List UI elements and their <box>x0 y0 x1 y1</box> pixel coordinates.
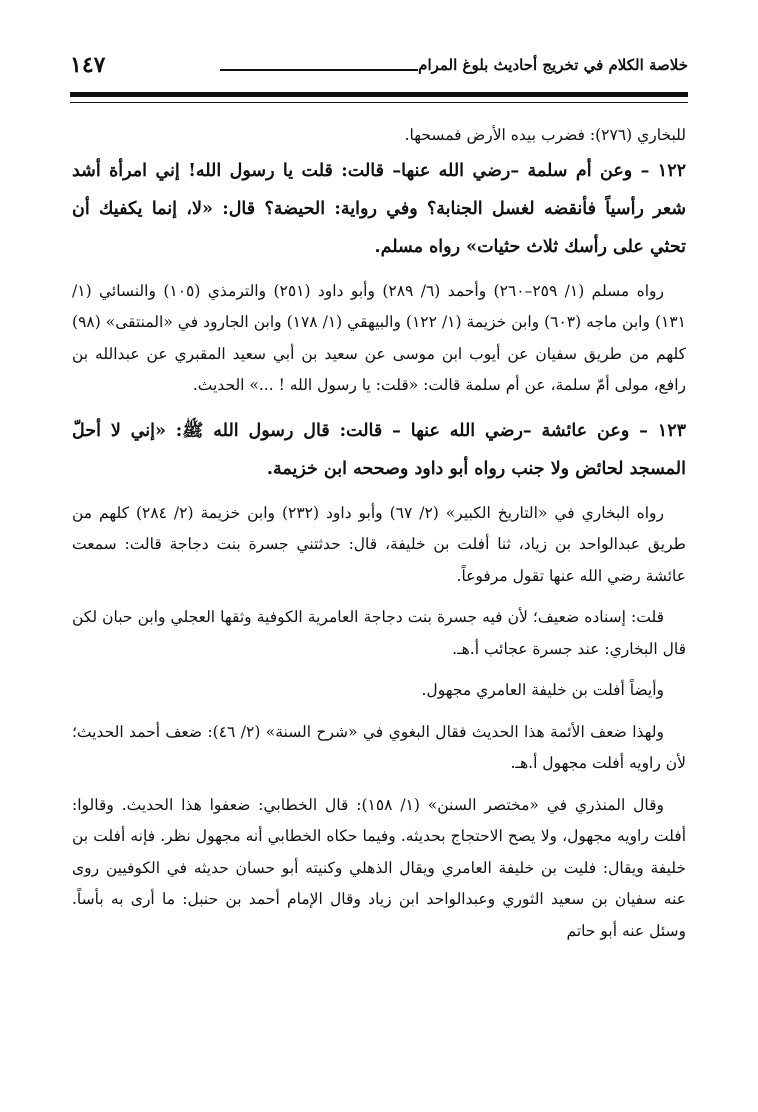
commentary-paragraph: وأيضاً أفلت بن خليفة العامري مجهول. <box>421 681 664 699</box>
book-title: خلاصة الكلام في تخريج أحاديث بلوغ المرام <box>418 56 688 74</box>
header-rule-thin <box>70 102 688 103</box>
commentary-paragraph: وقال المنذري في «مختصر السنن» (١/ ١٥٨): قال الخطابي: ضعفوا هذا الحديث. وقالوا: أفلت راويه مجهول، ولا يصح الاحتجاج بحديثه. وفيما حكاه الخطابي أنه مجهول نظر. فإنه أفلت بن خليفة ويقال: فليت بن خليفة العامري ويقال الذهلي وكنيته أبو حسان حديثه في الكوفيين روى عنه سفيان بن سعيد الثوري وعبدالواحد ابن زياد وقال الإمام أحمد بن حنبل: ما أرى به بأساً. وسئل عنه أبو حاتم <box>72 795 686 940</box>
header-rule-thick <box>70 92 688 97</box>
commentary-paragraph: ولهذا ضعف الأئمة هذا الحديث فقال البغوي في «شرح السنة» (٢/ ٤٦): ضعف أحمد الحديث؛ لأن راويه أفلت مجهول أ.هـ. <box>72 722 686 772</box>
running-header <box>70 52 688 84</box>
hadith-123: ١٢٣ – وعن عائشة –رضي الله عنها – قالت: قال رسول الله ﷺ: «إني لا أحلّ المسجد لحائض ولا جنب رواه أبو داود وصححه ابن خزيمة. <box>72 420 686 479</box>
takhrij-paragraph: رواه مسلم (١/ ٢٥٩–٢٦٠) وأحمد (٦/ ٢٨٩) وأبو داود (٢٥١) والترمذي (١٠٥) والنسائي (١/ ١٣١) وابن ماجه (٦٠٣) وابن خزيمة (١/ ١٢٢) والبيهقي (١/ ١٧٨) وابن الجارود في «المنتقى» (٩٨) كلهم من طريق سفيان عن أيوب ابن موسى عن سعيد بن أبي سعيد المقبري عن عبدالله بن رافع، مولى أمّ سلمة، عن أم سلمة قالت: «قلت: يا رسول الله ! ...» الحديث. <box>72 281 686 394</box>
page-body <box>72 120 686 947</box>
header-line <box>220 69 418 71</box>
takhrij-paragraph: رواه البخاري في «التاريخ الكبير» (٢/ ٦٧) وأبو داود (٢٣٢) وابن خزيمة (٢/ ٢٨٤) كلهم من طريق عبدالواحد بن زياد، ثنا أفلت بن خليفة، قال: حدثتني جسرة بنت دجاجة قالت: سمعت عائشة رضي الله عنها تقول مرفوعاً. <box>72 503 686 585</box>
page-number: ١٤٧ <box>70 52 106 78</box>
hadith-122: ١٢٢ – وعن أم سلمة –رضي الله عنها– قالت: قلت يا رسول الله! إني امرأة أشد شعر رأسياً فأنقضه لغسل الجنابة؟ وفي رواية: الحيضة؟ قال: «لا، إنما يكفيك أن تحثي على رأسك ثلاث حثيات» رواه مسلم. <box>72 160 686 257</box>
text-paragraph: للبخاري (٢٧٦): فضرب بيده الأرض فمسحها. <box>404 126 686 144</box>
commentary-paragraph: قلت: إسناده ضعيف؛ لأن فيه جسرة بنت دجاجة العامرية الكوفية وثقها العجلي وابن حبان لكن قال البخاري: عند جسرة عجائب أ.هـ. <box>72 608 686 658</box>
